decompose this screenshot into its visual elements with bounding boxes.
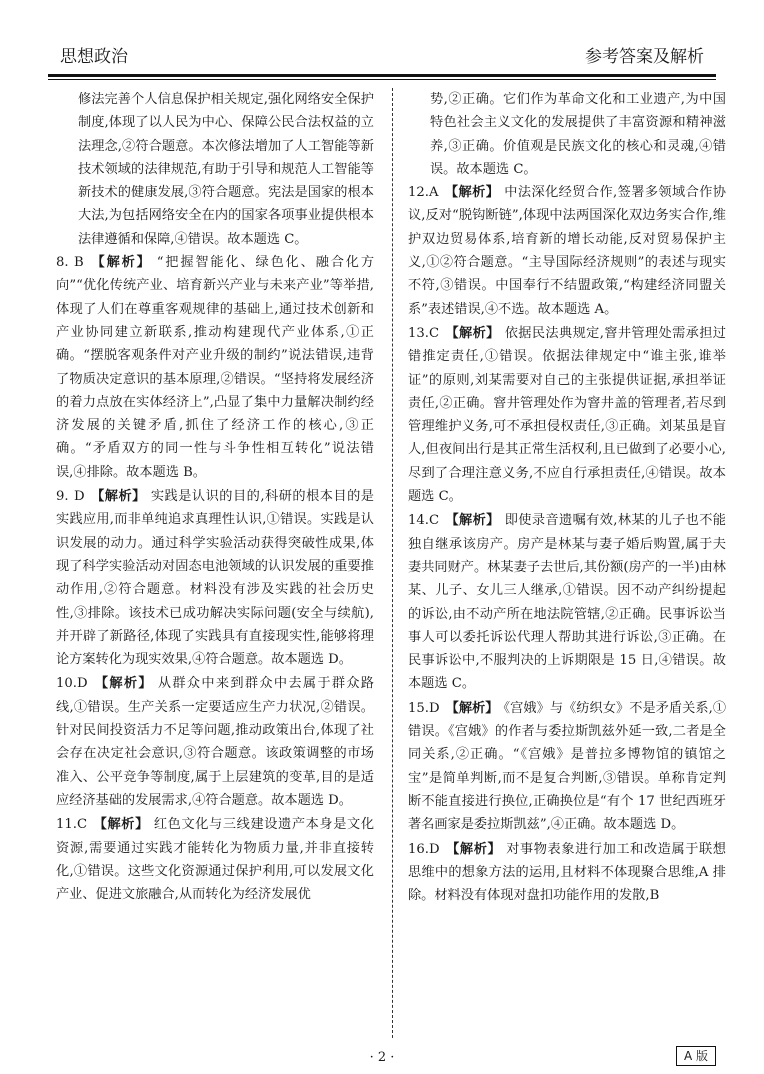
item-answer: C (428, 325, 440, 341)
item-text: 即使录音遗嘱有效,林某的儿子也不能独自继承该房产。房产是林某与妻子婚后购置,属于夫妻共同财产。林某妻子去世后,其份额(房产的一半)由林某、儿子、女儿三人继承,①错误。因不动产纠纷提起的诉讼,由不动产所在地法院管辖,②正确。民事诉讼当事人可以委托诉讼代理人帮助其进行诉讼,③正确。在民事诉讼中,不服判决的上诉期限是 15 日,④错误。故本题选 C。 (408, 513, 726, 692)
item-number: 10. (56, 676, 77, 692)
item-text: 实践是认识的目的,科研的根本目的是实践应用,而非单纯追求真理性认识,①错误。实践是认识发展的动力。通过科学实验活动获得突破性成果,体现了科学实验活动对固态电池领域的认识发展的重要推动作用,②符合题意。材料没有涉及实践的社会历史性,③排除。该技术已成功解决实际问题(安全与续航),并开辟了新路径,体现了实践具有直接现实性,能够将理论方案转化为现实效果,④符合题意。故本题选 D。 (56, 489, 374, 668)
answer-item-10 (56, 672, 374, 812)
item-text: 依据民法典规定,窨井管理处需承担过错推定责任,①错误。依据法律规定中“谁主张,谁举证”的原则,刘某需要对自己的主张提供证据,承担举证责任,②正确。窨井管理处作为窨井盖的管理者,若尽到管理维护义务,可不承担侵权责任,③正确。刘某虽是盲人,但夜间出行是其正常生活权利,且已做到了必要小心,尽到了合理注意义务,不应自行承担责任,④错误。故本题选 C。 (408, 325, 726, 505)
item-number: 14. (408, 513, 429, 529)
analysis-tag: 【解析】 (445, 513, 500, 529)
item-answer: D (76, 676, 88, 692)
item-text: 《宫娥》与《纺织女》不是矛盾关系,①错误。《宫娥》的作者与委拉斯凯兹外延一致,二者是全同关系,②正确。“《宫娥》是普拉多博物馆的镇馆之宝”是简单判断,而不是复合判断,③错误。单称肯定判断不能直接进行换位,正确换位是“有个 17 世纪西班牙著名画家是委拉斯凯兹”,④正确。故本题选 D。 (408, 700, 727, 833)
analysis-tag: 【解析】 (445, 700, 499, 716)
answer-item-15 (408, 697, 726, 837)
continued-text: 修法完善个人信息保护相关规定,强化网络安全保护制度,体现了以人民为中心、保障公民合法权益的立法理念,②符合题意。本次修法增加了人工智能等新技术领域的法律规范,有助于引导和规范人工智能等新技术的健康发展,③符合题意。宪法是国家的根本大法,为包括网络安全在内的国家各项事业提供根本法律遵循和保障,④错误。故本题选 C。 (78, 92, 374, 247)
analysis-tag: 【解析】 (93, 676, 153, 692)
item-answer: C (428, 513, 440, 529)
answer-item-13 (408, 322, 726, 508)
page-header (48, 40, 716, 68)
item-text: “把握智能化、绿色化、融合化方向”“优化传统产业、培育新兴产业与未来产业”等举措,体现了人们在尊重客观规律的基础上,通过技术创新和产业协同建立新联系,推动构建现代产业体系,①正确。“摆脱客观条件对产业升级的制约”说法错误,违背了物质决定意识的基本原理,②错误。“坚持将发展经济的着力点放在实体经济上”,凸显了集中力量解决制约经济发展的关键矛盾,抓住了经济工作的核心,③正确。“矛盾双方的同一性与斗争性相互转化”说法错误,④排除。故本题选 B。 (56, 255, 375, 480)
item-answer: C (76, 817, 88, 833)
subject-title: 思想政治 (60, 47, 128, 67)
answer-item-16 (408, 838, 726, 908)
column-divider (392, 88, 393, 1038)
header-rule-thick (48, 74, 716, 77)
item-number: 12. (408, 185, 429, 201)
item-answer: B (74, 255, 84, 271)
analysis-tag: 【解析】 (90, 489, 146, 505)
item-answer: A (428, 185, 439, 201)
item-number: 8. (56, 255, 69, 271)
item-answer: D (428, 841, 440, 857)
right-column (408, 88, 726, 908)
answer-item-8 (56, 251, 374, 484)
answer-item-9 (56, 485, 374, 671)
analysis-tag: 【解析】 (445, 841, 502, 857)
analysis-tag: 【解析】 (93, 817, 149, 833)
answer-item-11 (56, 813, 374, 906)
item-text: 中法深化经贸合作,签署多领域合作协议,反对“脱钩断链”,体现中法两国深化双边务实合作,维护双边贸易体系,培育新的增长动能,反对贸易保护主义,①②符合题意。“主导国际经济规则”的表述与现实不符,③错误。中国奉行不结盟政策,“构建经济同盟关系”表述错误,④不选。故本题选 A。 (408, 185, 726, 317)
item-answer: D (74, 489, 85, 505)
item-text: 红色文化与三线建设遗产本身是文化资源,需要通过实践才能转化为物质力量,并非直接转化,①错误。这些文化资源通过保护利用,可以发展文化产业、促进文旅融合,从而转化为经济发展优 (56, 817, 375, 903)
version-badge: A 版 (676, 1046, 716, 1066)
header-rule-thin (48, 79, 716, 80)
page-number: · 2 · (369, 1050, 395, 1065)
item-number: 15. (408, 700, 429, 716)
item-number: 16. (408, 841, 429, 857)
left-column (56, 88, 374, 907)
item-answer: D (428, 700, 440, 716)
analysis-tag: 【解析】 (445, 325, 500, 341)
item-text: 对事物表象进行加工和改造属于联想思维中的想象方法的运用,且材料不体现聚合思维,A 排除。材料没有体现对盘扣功能作用的发散,B (408, 841, 726, 904)
item-number: 9. (56, 489, 69, 505)
continued-text: 势,②正确。它们作为革命文化和工业遗产,为中国特色社会主义文化的发展提供了丰富资源和精神滋养,③正确。价值观是民族文化的核心和灵魂,④错误。故本题选 C。 (430, 92, 726, 177)
answer-item-12 (408, 181, 726, 321)
item-number: 11. (56, 817, 77, 833)
section-title: 参考答案及解析 (585, 47, 704, 67)
item-text: 从群众中来到群众中去属于群众路线,①错误。生产关系一定要适应生产力状况,②错误。针对民间投资活力不足等问题,推动政策出台,体现了社会存在决定社会意识,③符合题意。该政策调整的市场准入、公平竞争等制度,属于上层建筑的变革,目的是适应经济基础的发展需求,④符合题意。故本题选 D。 (56, 676, 374, 808)
analysis-tag: 【解析】 (89, 255, 152, 271)
item-number: 13. (408, 325, 429, 341)
analysis-tag: 【解析】 (444, 185, 500, 201)
answer-item-14 (408, 509, 726, 695)
